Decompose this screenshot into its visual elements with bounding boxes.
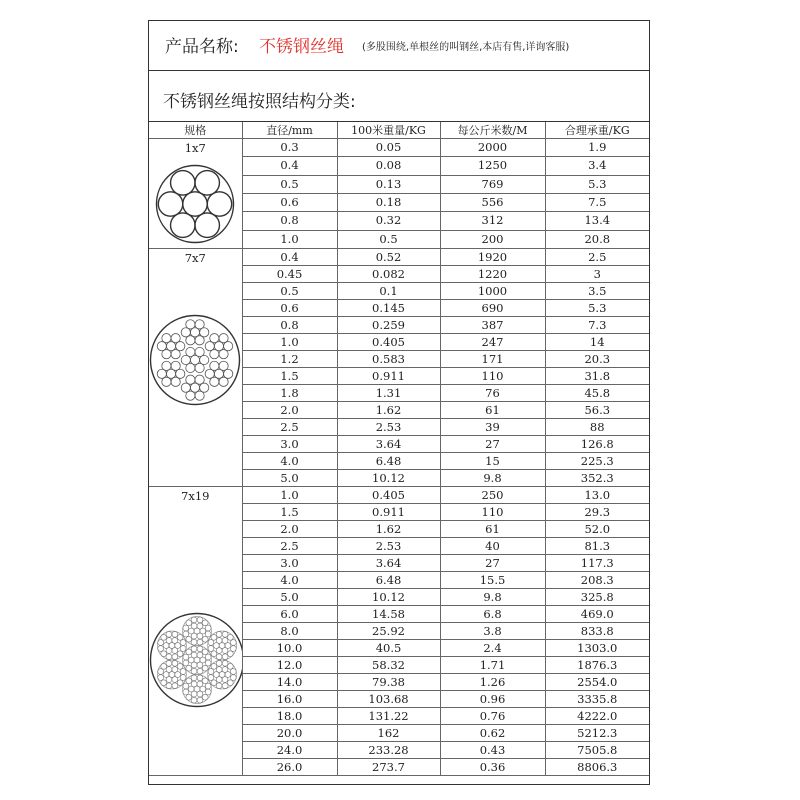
table-cell: 1.0 [242, 334, 337, 351]
spec-group-name: 7x7 [184, 251, 206, 265]
table-cell: 208.3 [545, 572, 649, 589]
table-cell: 1303.0 [545, 640, 649, 657]
table-cell: 3.0 [242, 555, 337, 572]
table-cell: 233.28 [337, 742, 440, 759]
table-cell: 3.4 [545, 157, 649, 175]
table-cell: 126.8 [545, 436, 649, 453]
table-cell: 45.8 [545, 385, 649, 402]
table-cell: 39 [440, 419, 545, 436]
table-cell: 76 [440, 385, 545, 402]
table-cell: 1876.3 [545, 657, 649, 674]
table-cell: 6.0 [242, 606, 337, 623]
table-cell: 56.3 [545, 402, 649, 419]
table-cell: 3.64 [337, 436, 440, 453]
spec-group-name: 7x19 [181, 489, 210, 503]
table-cell: 20.0 [242, 725, 337, 742]
table-cell: 0.8 [242, 212, 337, 230]
table-cell: 2.4 [440, 640, 545, 657]
table-cell: 5212.3 [545, 725, 649, 742]
table-cell: 15 [440, 453, 545, 470]
table-cell: 352.3 [545, 470, 649, 487]
column-header: 直径/mm [242, 122, 337, 139]
table-cell: 15.5 [440, 572, 545, 589]
table-cell: 12.0 [242, 657, 337, 674]
table-cell: 690 [440, 300, 545, 317]
table-cell: 26.0 [242, 759, 337, 776]
table-cell: 0.05 [337, 139, 440, 157]
column-header: 每公斤米数/M [440, 122, 545, 139]
table-cell: 3.0 [242, 436, 337, 453]
table-cell: 2.0 [242, 402, 337, 419]
table-cell: 7505.8 [545, 742, 649, 759]
table-cell: 4.0 [242, 572, 337, 589]
table-cell: 6.48 [337, 572, 440, 589]
table-cell: 833.8 [545, 623, 649, 640]
table-cell: 61 [440, 402, 545, 419]
table-cell: 273.7 [337, 759, 440, 776]
table-cell: 9.8 [440, 470, 545, 487]
table-cell: 3.64 [337, 555, 440, 572]
table-cell: 18.0 [242, 708, 337, 725]
table-cell: 0.911 [337, 368, 440, 385]
table-cell: 7.5 [545, 193, 649, 211]
table-cell: 9.8 [440, 589, 545, 606]
table-cell: 2554.0 [545, 674, 649, 691]
table-cell: 250 [440, 487, 545, 504]
table-cell: 0.08 [337, 157, 440, 175]
table-cell: 58.32 [337, 657, 440, 674]
column-header: 规格 [149, 122, 242, 139]
table-cell: 20.3 [545, 351, 649, 368]
table-cell: 0.1 [337, 283, 440, 300]
table-cell: 247 [440, 334, 545, 351]
spec-group-cell [149, 139, 242, 249]
table-cell: 0.45 [242, 266, 337, 283]
spec-group-cell [149, 487, 242, 776]
table-cell: 1.26 [440, 674, 545, 691]
table-cell: 1.5 [242, 504, 337, 521]
table-cell: 10.0 [242, 640, 337, 657]
table-cell: 20.8 [545, 230, 649, 248]
table-cell: 171 [440, 351, 545, 368]
table-cell: 3.8 [440, 623, 545, 640]
product-note: (多股围绕,单根丝的叫钢丝,本店有售,详询客服) [362, 42, 570, 53]
table-cell: 2000 [440, 139, 545, 157]
table-cell: 3.5 [545, 283, 649, 300]
column-header: 100米重量/KG [337, 122, 440, 139]
table-cell: 1250 [440, 157, 545, 175]
table-cell: 14.58 [337, 606, 440, 623]
table-cell: 325.8 [545, 589, 649, 606]
table-cell: 0.405 [337, 334, 440, 351]
table-cell: 556 [440, 193, 545, 211]
table-cell: 10.12 [337, 589, 440, 606]
table-cell: 0.5 [337, 230, 440, 248]
table-cell: 1.9 [545, 139, 649, 157]
table-cell: 1920 [440, 249, 545, 266]
table-cell: 2.5 [242, 538, 337, 555]
table-cell: 0.52 [337, 249, 440, 266]
table-cell: 8.0 [242, 623, 337, 640]
table-cell: 13.4 [545, 212, 649, 230]
table-cell: 469.0 [545, 606, 649, 623]
table-cell: 131.22 [337, 708, 440, 725]
table-cell: 0.6 [242, 300, 337, 317]
table-cell: 2.5 [242, 419, 337, 436]
table-cell: 1.0 [242, 487, 337, 504]
table-cell: 0.96 [440, 691, 545, 708]
table-cell: 5.3 [545, 300, 649, 317]
table-header-row [149, 122, 649, 139]
table-cell: 0.36 [440, 759, 545, 776]
table-cell: 0.62 [440, 725, 545, 742]
table-cell: 110 [440, 368, 545, 385]
table-cell: 0.43 [440, 742, 545, 759]
table-cell: 0.8 [242, 317, 337, 334]
table-cell: 0.3 [242, 139, 337, 157]
table-row [149, 139, 649, 157]
table-cell: 387 [440, 317, 545, 334]
table-cell: 29.3 [545, 504, 649, 521]
table-cell: 88 [545, 419, 649, 436]
table-cell: 0.13 [337, 175, 440, 193]
table-cell: 5.0 [242, 589, 337, 606]
table-cell: 1.31 [337, 385, 440, 402]
table-cell: 1.62 [337, 402, 440, 419]
table-cell: 2.53 [337, 538, 440, 555]
product-title-row [149, 21, 649, 71]
table-cell: 0.259 [337, 317, 440, 334]
table-cell: 79.38 [337, 674, 440, 691]
table-cell: 103.68 [337, 691, 440, 708]
classification-title: 不锈钢丝绳按照结构分类: [163, 92, 356, 112]
spec-table [149, 122, 649, 776]
table-cell: 5.0 [242, 470, 337, 487]
table-cell: 2.53 [337, 419, 440, 436]
table-cell: 7.3 [545, 317, 649, 334]
table-cell: 1.0 [242, 230, 337, 248]
table-cell: 31.8 [545, 368, 649, 385]
classification-row [149, 71, 649, 122]
table-cell: 0.4 [242, 249, 337, 266]
table-cell: 6.8 [440, 606, 545, 623]
table-cell: 5.3 [545, 175, 649, 193]
table-cell: 0.911 [337, 504, 440, 521]
table-cell: 0.5 [242, 283, 337, 300]
table-cell: 0.6 [242, 193, 337, 211]
table-cell: 24.0 [242, 742, 337, 759]
table-cell: 10.12 [337, 470, 440, 487]
table-cell: 40 [440, 538, 545, 555]
table-cell: 3 [545, 266, 649, 283]
table-cell: 25.92 [337, 623, 440, 640]
table-cell: 1.2 [242, 351, 337, 368]
table-cell: 6.48 [337, 453, 440, 470]
table-cell: 1000 [440, 283, 545, 300]
table-cell: 1.8 [242, 385, 337, 402]
table-cell: 0.145 [337, 300, 440, 317]
table-cell: 61 [440, 521, 545, 538]
table-cell: 0.76 [440, 708, 545, 725]
table-row [149, 249, 649, 266]
table-cell: 2.0 [242, 521, 337, 538]
spec-sheet [148, 20, 650, 785]
product-name-label: 产品名称: [165, 37, 239, 57]
table-cell: 200 [440, 230, 545, 248]
product-name: 不锈钢丝绳 [259, 37, 344, 57]
table-cell: 4.0 [242, 453, 337, 470]
table-cell: 40.5 [337, 640, 440, 657]
table-cell: 0.405 [337, 487, 440, 504]
table-cell: 16.0 [242, 691, 337, 708]
table-cell: 27 [440, 555, 545, 572]
table-cell: 0.32 [337, 212, 440, 230]
table-cell: 3335.8 [545, 691, 649, 708]
table-cell: 225.3 [545, 453, 649, 470]
column-header: 合理承重/KG [545, 122, 649, 139]
table-cell: 4222.0 [545, 708, 649, 725]
table-cell: 1.71 [440, 657, 545, 674]
table-cell: 312 [440, 212, 545, 230]
table-cell: 769 [440, 175, 545, 193]
table-cell: 1.62 [337, 521, 440, 538]
table-cell: 0.5 [242, 175, 337, 193]
rope-cross-section-7x7-icon [149, 314, 242, 410]
table-cell: 0.583 [337, 351, 440, 368]
table-cell: 52.0 [545, 521, 649, 538]
table-row [149, 487, 649, 504]
table-cell: 2.5 [545, 249, 649, 266]
table-cell: 0.18 [337, 193, 440, 211]
table-cell: 117.3 [545, 555, 649, 572]
table-cell: 162 [337, 725, 440, 742]
table-cell: 13.0 [545, 487, 649, 504]
table-cell: 0.4 [242, 157, 337, 175]
table-cell: 1220 [440, 266, 545, 283]
table-cell: 8806.3 [545, 759, 649, 776]
table-cell: 14 [545, 334, 649, 351]
spec-group-name: 1x7 [184, 141, 206, 155]
spec-group-cell [149, 249, 242, 487]
table-cell: 14.0 [242, 674, 337, 691]
table-cell: 27 [440, 436, 545, 453]
table-cell: 81.3 [545, 538, 649, 555]
table-cell: 1.5 [242, 368, 337, 385]
table-cell: 110 [440, 504, 545, 521]
rope-cross-section-7x19-icon [149, 612, 242, 712]
rope-cross-section-1x7-icon [149, 164, 242, 248]
table-cell: 0.082 [337, 266, 440, 283]
